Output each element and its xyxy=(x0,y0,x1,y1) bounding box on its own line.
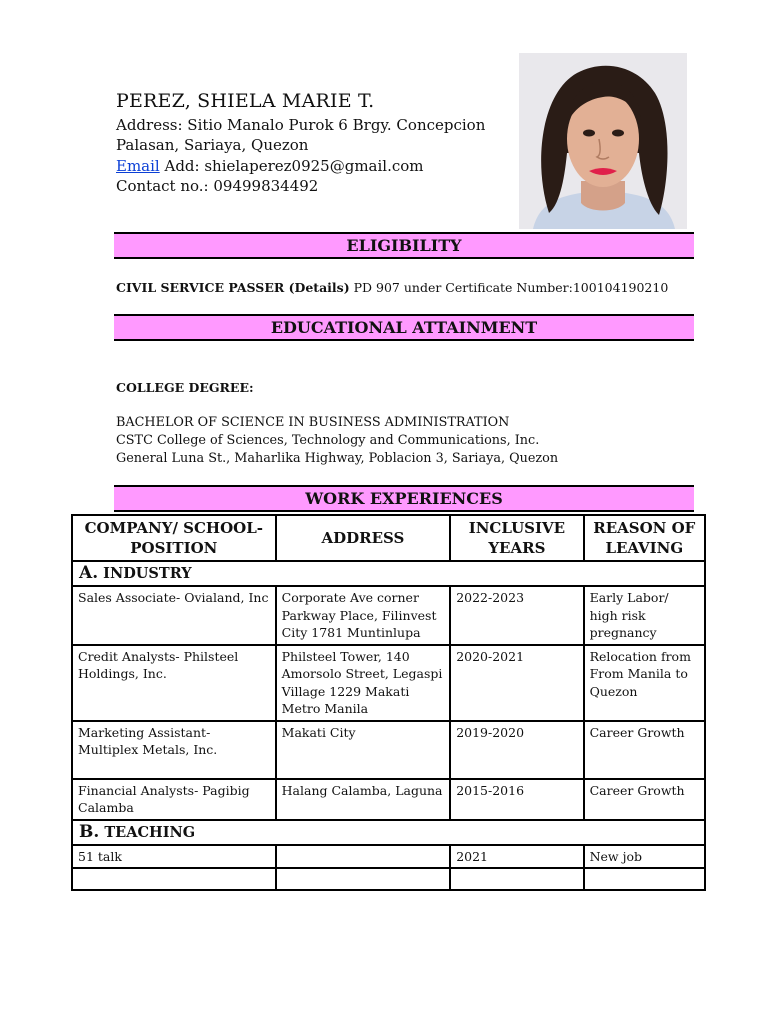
email-line xyxy=(116,157,424,175)
category-label: INDUSTRY xyxy=(103,565,192,582)
category-letter: B. xyxy=(79,821,100,842)
table-row xyxy=(72,645,705,721)
address-cell xyxy=(276,845,451,869)
reason-cell: Early Labor/ high risk pregnancy xyxy=(584,586,705,645)
table-header-row xyxy=(72,515,705,561)
address-cell: Halang Calamba, Laguna xyxy=(276,779,451,820)
years-cell: 2020-2021 xyxy=(450,645,583,721)
email-address: Add: shielaperez0925@gmail.com xyxy=(159,157,424,175)
company-cell: Credit Analysts- Philsteel Holdings, Inc. xyxy=(72,645,276,721)
years-cell: 2019-2020 xyxy=(450,721,583,779)
address-cell: Philsteel Tower, 140 Amorsolo Street, Legaspi Village 1229 Makati Metro Manila xyxy=(276,645,451,721)
applicant-name: PEREZ, SHIELA MARIE T. xyxy=(116,90,375,112)
company-cell: 51 talk xyxy=(72,845,276,869)
work-experience-heading: WORK EXPERIENCES xyxy=(114,485,694,512)
table-row xyxy=(72,779,705,820)
reason-cell: New job xyxy=(584,845,705,869)
contact-number: Contact no.: 09499834492 xyxy=(116,177,319,195)
table-row-empty xyxy=(72,868,705,890)
header-company: COMPANY/ SCHOOL-POSITION xyxy=(72,515,276,561)
reason-cell: Career Growth xyxy=(584,779,705,820)
college-degree-label: COLLEGE DEGREE: xyxy=(116,380,254,395)
address-line-2: Palasan, Sariaya, Quezon xyxy=(116,136,309,154)
table-row xyxy=(72,845,705,869)
address-cell: Makati City xyxy=(276,721,451,779)
eligibility-details xyxy=(116,280,668,295)
eligibility-detail: PD 907 under Certificate Number:100104190210 xyxy=(349,280,669,295)
header-address: ADDRESS xyxy=(276,515,451,561)
empty-cell xyxy=(276,868,451,890)
school-address: General Luna St., Maharlika Highway, Poblacion 3, Sariaya, Quezon xyxy=(116,451,559,466)
years-cell: 2015-2016 xyxy=(450,779,583,820)
eligibility-heading: ELIGIBILITY xyxy=(114,232,694,259)
eligibility-label: CIVIL SERVICE PASSER (Details) xyxy=(116,280,350,295)
company-cell: Financial Analysts- Pagibig Calamba xyxy=(72,779,276,820)
category-teaching xyxy=(72,820,705,845)
table-row xyxy=(72,586,705,645)
empty-cell xyxy=(584,868,705,890)
header-years: INCLUSIVE YEARS xyxy=(450,515,583,561)
education-heading: EDUCATIONAL ATTAINMENT xyxy=(114,314,694,341)
years-cell: 2022-2023 xyxy=(450,586,583,645)
reason-cell: Career Growth xyxy=(584,721,705,779)
company-cell: Sales Associate- Ovialand, Inc xyxy=(72,586,276,645)
category-letter: A. xyxy=(79,563,99,583)
category-row-teaching xyxy=(72,820,705,845)
work-experience-table xyxy=(71,514,706,891)
reason-cell: Relocation from From Manila to Quezon xyxy=(584,645,705,721)
profile-photo xyxy=(519,53,687,229)
table-row xyxy=(72,721,705,779)
category-label: TEACHING xyxy=(104,823,196,841)
header-reason: REASON OF LEAVING xyxy=(584,515,705,561)
address-cell: Corporate Ave corner Parkway Place, Filinvest City 1781 Muntinlupa xyxy=(276,586,451,645)
category-industry xyxy=(72,561,705,586)
empty-cell xyxy=(72,868,276,890)
school-name: CSTC College of Sciences, Technology and Communications, Inc. xyxy=(116,433,540,448)
email-link[interactable]: Email xyxy=(116,157,160,175)
degree-name: BACHELOR OF SCIENCE IN BUSINESS ADMINISTRATION xyxy=(116,415,510,430)
company-cell: Marketing Assistant- Multiplex Metals, Inc. xyxy=(72,721,276,779)
years-cell: 2021 xyxy=(450,845,583,869)
address-line-1: Address: Sitio Manalo Purok 6 Brgy. Concepcion xyxy=(116,116,486,134)
empty-cell xyxy=(450,868,583,890)
category-row-industry xyxy=(72,561,705,586)
